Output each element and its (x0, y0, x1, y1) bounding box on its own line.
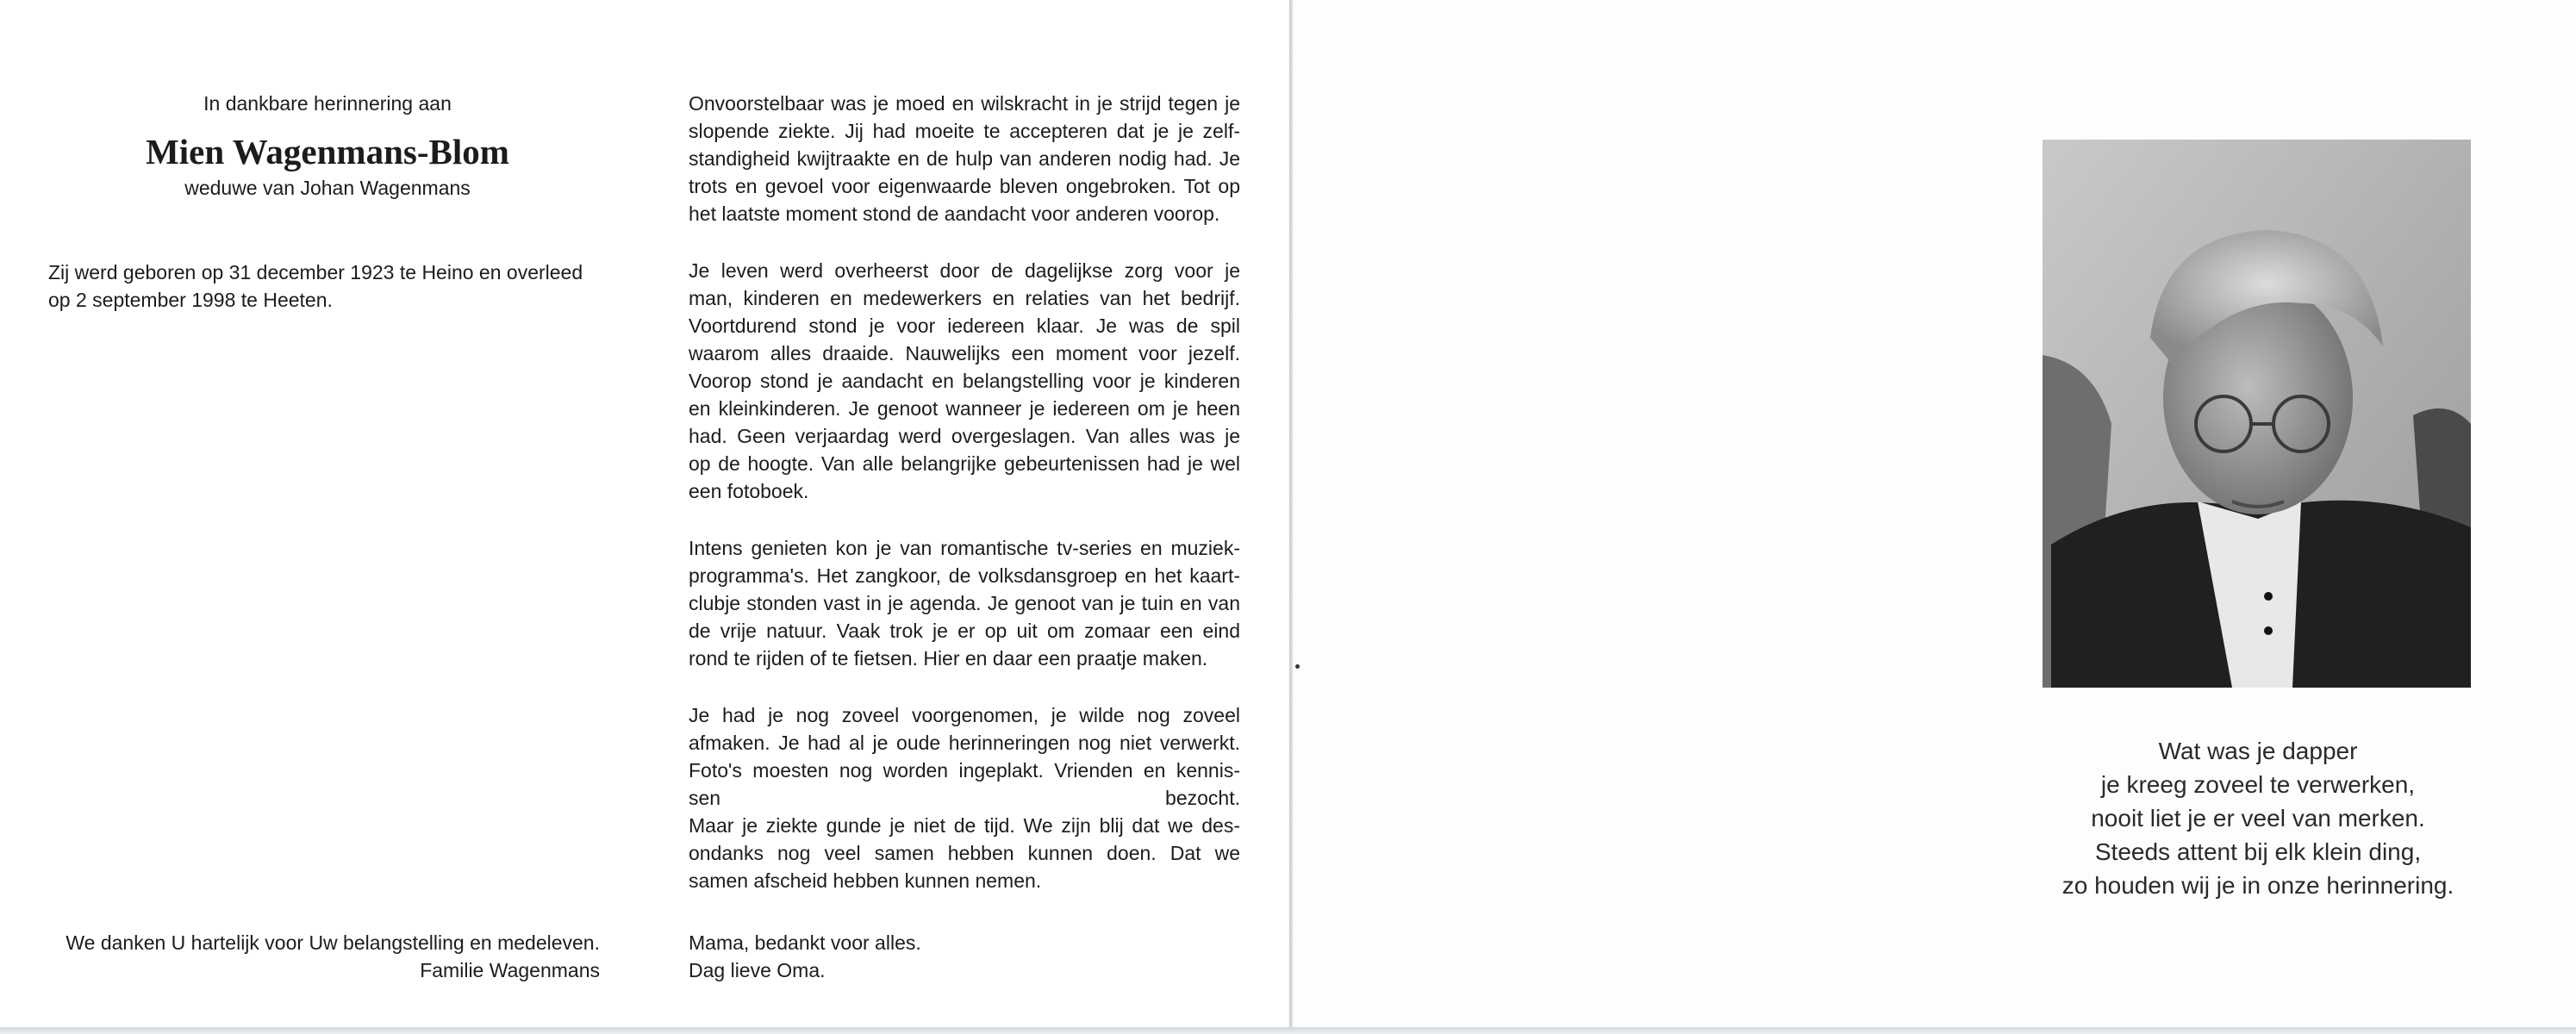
family-signature: Familie Wagenmans (420, 959, 600, 981)
memorial-line: Maar je ziekte gunde je niet de tijd. We zijn blij dat we des- (689, 814, 1240, 837)
memorial-line: Je leven werd overheerst door de dagelijkse zorg voor je (689, 259, 1240, 282)
portrait-photo (2043, 140, 2471, 688)
memorial-line: ondanks nog veel samen hebben kunnen doen. Dat we (689, 842, 1240, 864)
memorial-poem (1965, 734, 2551, 902)
memorial-line: samen afscheid hebben kunnen nemen. (689, 869, 1042, 892)
closing-lines (689, 929, 921, 984)
memorial-line: het laatste moment stond de aandacht voor anderen voorop. (689, 202, 1220, 225)
memorial-line: rond te rijden of te fietsen. Hier en daar een praatje maken. (689, 647, 1208, 670)
intro-text: In dankbare herinnering aan (203, 92, 452, 115)
card-bottom-edge (0, 1027, 2576, 1034)
birth-death-line: Zij werd geboren op 31 december 1923 te Heino en overleed (48, 261, 583, 283)
poem-line: Wat was je dapper (2158, 738, 2358, 764)
memorial-line: op de hoogte. Van alle belangrijke gebeurtenissen had je wel (689, 452, 1240, 475)
poem-line: je kreeg zoveel te verwerken, (2100, 771, 2416, 798)
memorial-line: sen bezocht. (689, 787, 1240, 809)
memorial-line: man, kinderen en medewerkers en relaties van het bedrijf. (689, 287, 1240, 309)
memorial-line: slopende ziekte. Jij had moeite te accepteren dat je je zelf- (689, 120, 1240, 142)
paper-speck (1295, 664, 1300, 669)
widow-of-text: weduwe van Johan Wagenmans (184, 177, 471, 199)
thanks-text: We danken U hartelijk voor Uw belangstelling en medeleven. (65, 931, 600, 954)
portrait-photo-graphic (2043, 140, 2471, 688)
memorial-line: had. Geen verjaardag werd overgeslagen. Van alles was je (689, 425, 1240, 447)
memorial-line: standigheid kwijtraakte en de hulp van anderen nodig had. Je (689, 147, 1240, 170)
memorial-line: de vrije natuur. Vaak trok je er op uit om zomaar een eind (689, 620, 1240, 642)
deceased-name: Mien Wagenmans-Blom (146, 132, 509, 171)
memorial-line: Foto's moesten nog worden ingeplakt. Vrienden en kennis- (689, 759, 1240, 782)
birth-death-line: op 2 september 1998 te Heeten. (48, 289, 333, 311)
memorial-paragraph (689, 90, 1240, 227)
memorial-line: trots en gevoel voor eigenwaarde bleven ongebroken. Tot op (689, 175, 1240, 197)
memorial-line: Onvoorstelbaar was je moed en wilskracht in je strijd tegen je (689, 92, 1240, 115)
memorial-line: programma's. Het zangkoor, de volksdansgroep en het kaart- (689, 564, 1240, 587)
poem-line: nooit liet je er veel van merken. (2091, 805, 2425, 832)
memorial-line: Voortdurend stond je voor iedereen klaar. Je was de spil (689, 315, 1240, 337)
memorial-paragraph (689, 701, 1240, 894)
memorial-line: clubje stonden vast in je agenda. Je genoot van je tuin en van (689, 592, 1240, 614)
poem-line: Steeds attent bij elk klein ding, (2094, 838, 2422, 865)
poem-line: zo houden wij je in onze herinnering. (2061, 872, 2454, 899)
memorial-line: en kleinkinderen. Je genoot wanneer je iedereen om je heen (689, 397, 1240, 420)
memorial-line: waarom alles draaide. Nauwelijks een moment voor jezelf. (689, 342, 1240, 364)
memorial-line: Intens genieten kon je van romantische tv-series en muziek- (689, 537, 1240, 559)
closing-line: Dag lieve Oma. (689, 959, 826, 981)
memorial-line: Je had je nog zoveel voorgenomen, je wilde nog zoveel (689, 704, 1240, 726)
memorial-line: Voorop stond je aandacht en belangstelling voor je kinderen (689, 370, 1240, 392)
memorial-paragraph (689, 257, 1240, 505)
closing-line: Mama, bedankt voor alles. (689, 931, 921, 954)
memorial-line: een fotoboek. (689, 480, 809, 502)
memorial-line: afmaken. Je had al je oude herinneringen nog niet verwerkt. (689, 732, 1240, 754)
memorial-text-column (689, 90, 1240, 924)
memorial-paragraph (689, 534, 1240, 672)
